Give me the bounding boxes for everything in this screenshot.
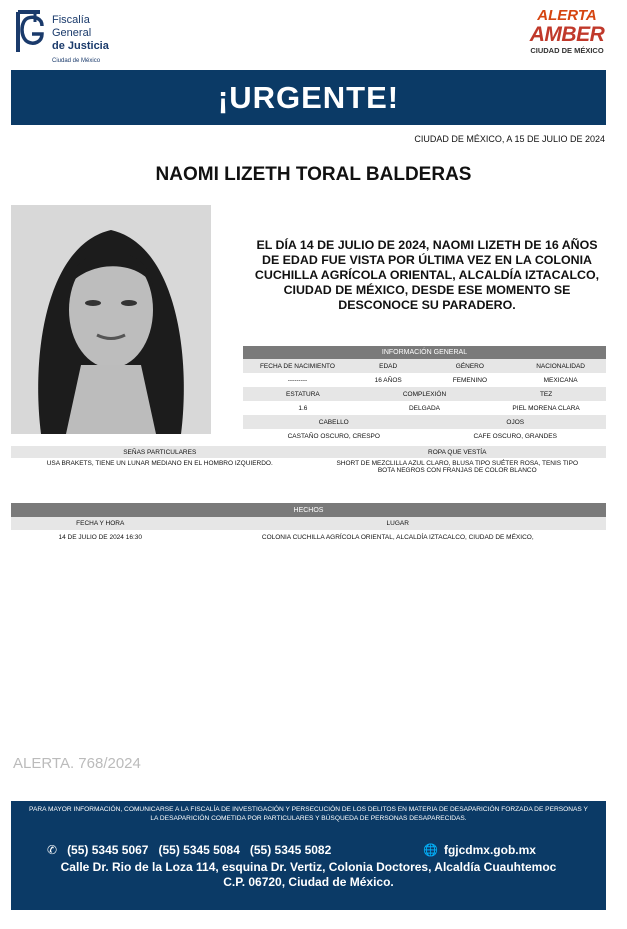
org-subtitle: Ciudad de México bbox=[52, 58, 101, 64]
header-datetime: FECHA Y HORA bbox=[76, 520, 125, 527]
phone-number-2[interactable]: (55) 5345 5084 bbox=[158, 843, 240, 857]
portrait-image bbox=[11, 205, 211, 434]
value-eyes: CAFE OSCURO, GRANDES bbox=[473, 432, 557, 440]
amber-line3: CIUDAD DE MÉXICO bbox=[530, 46, 604, 55]
header-age: EDAD bbox=[379, 362, 398, 370]
globe-icon: 🌐 bbox=[423, 843, 438, 857]
phone-icon: ✆ bbox=[47, 843, 58, 857]
value-marks: USA BRAKETS, TIENE UN LUNAR MEDIANO EN EL HOMBRO IZQUIERDO. bbox=[46, 460, 273, 467]
value-age: 16 AÑOS bbox=[374, 376, 402, 384]
fgj-org-name bbox=[52, 14, 109, 68]
org-line2: General bbox=[52, 27, 92, 39]
header-place: LUGAR bbox=[386, 520, 409, 527]
org-line1: Fiscalía bbox=[52, 14, 90, 26]
value-clothing: SHORT DE MEZCLILLA AZUL CLARO, BLUSA TIPO SUÉTER ROSA, TENIS TIPO BOTA NEGROS CON FRANJAS DE COLOR BLANCO bbox=[336, 460, 579, 474]
value-nationality: MEXICANA bbox=[543, 376, 578, 384]
phone-number-1[interactable]: (55) 5345 5067 bbox=[67, 843, 149, 857]
phone-list bbox=[47, 843, 331, 857]
value-hair: CASTAÑO OSCURO, CRESPO bbox=[287, 432, 380, 440]
person-photo bbox=[11, 205, 211, 434]
value-complexion: PIEL MORENA CLARA bbox=[512, 404, 580, 412]
website-link[interactable]: fgjcdmx.gob.mx bbox=[443, 843, 536, 857]
header-complexion: TEZ bbox=[539, 390, 553, 398]
value-build: DELGADA bbox=[408, 404, 441, 412]
events-title: HECHOS bbox=[11, 503, 606, 517]
header-clothing: ROPA QUE VESTÍA bbox=[428, 448, 487, 456]
value-height: 1.6 bbox=[298, 404, 308, 412]
header-nationality: NACIONALIDAD bbox=[536, 362, 585, 370]
alert-number: ALERTA. 768/2024 bbox=[13, 755, 141, 772]
general-info-table bbox=[243, 346, 606, 443]
amber-line1: ALERTA bbox=[537, 7, 597, 24]
value-datetime: 14 DE JULIO DE 2024 16:30 bbox=[58, 533, 142, 541]
fgj-emblem-icon bbox=[10, 8, 50, 60]
marks-clothing-table bbox=[11, 446, 606, 478]
value-birthdate: --------- bbox=[287, 376, 308, 384]
address-line2: C.P. 06720, Ciudad de México. bbox=[223, 875, 394, 889]
header-gender: GÉNERO bbox=[455, 362, 484, 370]
value-place: COLONIA CUCHILLA AGRÍCOLA ORIENTAL, ALCALDÍA IZTACALCO, CIUDAD DE MÉXICO, bbox=[261, 533, 534, 541]
general-info-title: INFORMACIÓN GENERAL bbox=[243, 346, 606, 359]
contact-note: PARA MAYOR INFORMACIÓN, COMUNICARSE A LA FISCALÍA DE INVESTIGACIÓN Y PERSECUCIÓN DE LOS DELITOS EN MATERIA DE DESAPARICIÓN FORZADA DE PERSONAS Y LA DESAPARICIÓN COMETIDA POR PARTICULARES Y BÚSQUEDA DE PERSONAS DESAPARECIDAS. bbox=[29, 806, 588, 822]
header-build: COMPLEXIÓN bbox=[402, 390, 447, 398]
org-line3: de Justicia bbox=[52, 40, 109, 52]
alerta-amber-logo bbox=[522, 8, 612, 66]
urgent-banner: ¡URGENTE! bbox=[11, 70, 606, 125]
person-name: NAOMI LIZETH TORAL BALDERAS bbox=[155, 164, 472, 185]
phone-number-3[interactable]: (55) 5345 5082 bbox=[249, 843, 332, 857]
contact-footer bbox=[11, 801, 606, 910]
issue-date: CIUDAD DE MÉXICO, A 15 DE JULIO DE 2024 bbox=[414, 134, 605, 144]
website bbox=[423, 843, 536, 857]
header-height: ESTATURA bbox=[286, 390, 320, 398]
events-table bbox=[11, 503, 606, 544]
value-gender: FEMENINO bbox=[452, 376, 488, 384]
header-hair: CABELLO bbox=[318, 418, 349, 426]
address bbox=[11, 860, 606, 890]
address-line1: Calle Dr. Rio de la Loza 114, esquina Dr. Vertiz, Colonia Doctores, Alcaldía Cuauhtemoc bbox=[60, 860, 557, 874]
header-birthdate: FECHA DE NACIMIENTO bbox=[259, 362, 335, 370]
header-marks: SEÑAS PARTICULARES bbox=[123, 448, 197, 456]
amber-line2: AMBER bbox=[529, 23, 605, 46]
case-description: EL DÍA 14 DE JULIO DE 2024, NAOMI LIZETH DE 16 AÑOS DE EDAD FUE VISTA POR ÚLTIMA VEZ EN LA COLONIA CUCHILLA AGRÍCOLA ORIENTAL, ALCALDÍA IZTACALCO, CIUDAD DE MÉXICO, DESDE ESE MOMENTO SE DESCONOCE SU PARADERO. bbox=[254, 238, 600, 312]
header-eyes: OJOS bbox=[506, 418, 525, 426]
